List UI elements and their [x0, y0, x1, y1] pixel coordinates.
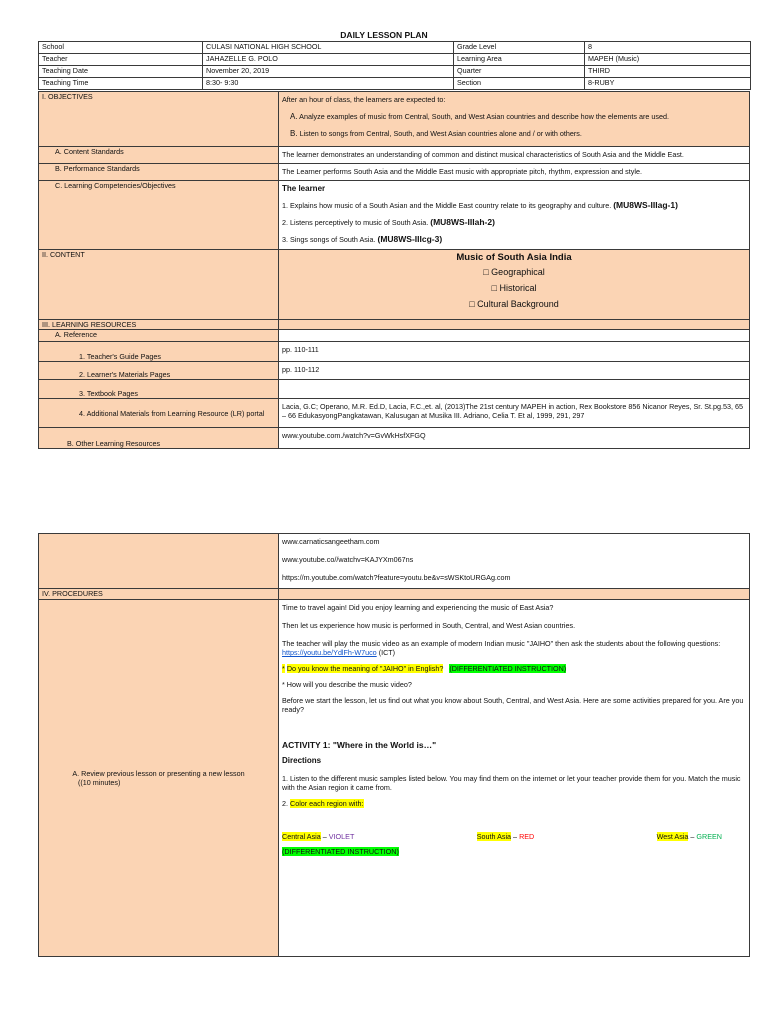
performance-standards-label: B. Performance Standards — [39, 164, 279, 181]
direction-2-text: Color each region with: — [290, 799, 364, 808]
question-2: * How will you describe the music video? — [282, 680, 412, 689]
section-label: Section — [454, 78, 585, 90]
ict-tag: (ICT) — [378, 648, 396, 657]
lr-text: Lacia, G.C; Operano, M.R. Ed.D, Lacia, F.C.,et. al, (2013)The 21st century MAPEH in action, Rex Bookstore 856 Nicanor Reyes, Sr. St.pg.53, 65 – 66 EdukasyongPangkatawan, Kalusugan at Musika III. Adriano, Celia T. Et al, 1999, 291, 297 — [282, 402, 744, 420]
competency-3-text: 3. Sings songs of South Asia. — [282, 235, 376, 244]
section-value: 8-RUBY — [585, 78, 751, 90]
date-value: November 20, 2019 — [203, 66, 454, 78]
continuation-table — [38, 533, 750, 957]
review-p2: Then let us experience how music is performed in South, Central, and West Asian countries. — [282, 621, 576, 630]
header-table — [38, 41, 751, 90]
other-resources-continued — [39, 534, 279, 589]
page-title: DAILY LESSON PLAN — [340, 30, 428, 40]
tb-label: 3. Textbook Pages — [39, 380, 279, 399]
competency-2-code: (MU8WS-IIIah-2) — [430, 217, 495, 227]
objective-a-text: Analyze examples of music from Central, South, and West Asian countries and describe how the elements are used. — [299, 112, 669, 121]
quarter-value: THIRD — [585, 66, 751, 78]
tb-value — [279, 380, 750, 399]
lm-label: 2. Learner's Materials Pages — [39, 362, 279, 380]
date-label: Teaching Date — [39, 66, 203, 78]
area-label: Learning Area — [454, 54, 585, 66]
region-central-asia — [282, 832, 354, 841]
objectives-cell — [279, 92, 750, 147]
lm-value — [279, 362, 750, 380]
region-color-list — [282, 832, 722, 841]
content-item-cultural: □ Cultural Background — [469, 299, 559, 309]
objectives-label: I. OBJECTIVES — [39, 92, 279, 147]
competencies-heading: The learner — [282, 184, 326, 193]
competency-1 — [282, 201, 746, 210]
region-south-asia-name: South Asia — [476, 832, 512, 841]
competency-3-code: (MU8WS-IIIcg-3) — [377, 234, 443, 244]
region-west-asia-color: GREEN — [696, 832, 722, 841]
dash: – — [511, 832, 520, 841]
plan-table — [38, 91, 750, 449]
objectives-intro: After an hour of class, the learners are expected to: — [282, 95, 446, 104]
school-label: School — [39, 42, 203, 54]
direction-2-marker: 2. — [282, 799, 288, 808]
review-label-cell — [39, 600, 279, 957]
review-p3 — [282, 639, 746, 657]
differentiated-tag-2: (DIFFERENTIATED INSTRUCTION) — [282, 847, 399, 856]
other-resources-value — [279, 428, 750, 449]
content-cell — [279, 250, 750, 320]
lr-label: 4. Additional Materials from Learning Resource (LR) portal — [39, 399, 279, 428]
objective-a — [282, 112, 746, 121]
competency-3 — [282, 235, 746, 244]
region-central-asia-name: Central Asia — [282, 832, 321, 841]
question-1-bullet: * — [282, 664, 285, 673]
other-url-3: www.youtube.co//watchv=KAJYXm067ns — [282, 555, 414, 564]
other-urls-cell — [279, 534, 750, 589]
competency-2 — [282, 218, 746, 227]
region-south-asia-color: RED — [519, 832, 535, 841]
reference-label: A. Reference — [39, 330, 279, 342]
teacher-value: JAHAZELLE G. POLO — [203, 54, 454, 66]
objective-a-marker: A. — [290, 112, 298, 121]
direction-1: 1. Listen to the different music samples listed below. You may find them on the internet or let your teacher provide them for you. Match the music with the Asian region it came from. — [282, 774, 741, 792]
objective-b-text: Listen to songs from Central, South, and West Asian countries alone and / or with others. — [299, 129, 582, 138]
quarter-label: Quarter — [454, 66, 585, 78]
activity-title: ACTIVITY 1: "Where in the World is…" — [282, 740, 437, 750]
competencies-label: C. Learning Competencies/Objectives — [39, 181, 279, 250]
lr-value — [279, 399, 750, 428]
objective-b — [282, 129, 746, 138]
tg-pages: pp. 110-111 — [282, 345, 319, 354]
procedures-label: IV. PROCEDURES — [39, 589, 279, 600]
region-west-asia — [657, 832, 722, 841]
other-resources-label: B. Other Learning Resources — [39, 428, 279, 449]
procedures-blank — [279, 589, 750, 600]
differentiated-tag-1: (DIFFERENTIATED INSTRUCTION) — [449, 664, 567, 673]
teacher-label: Teacher — [39, 54, 203, 66]
reference-blank — [279, 330, 750, 342]
review-time: ((10 minutes) — [78, 778, 121, 787]
region-west-asia-name: West Asia — [656, 832, 689, 841]
lm-pages: pp. 110-112 — [282, 365, 320, 374]
objective-b-marker: B. — [290, 129, 298, 138]
grade-label: Grade Level — [454, 42, 585, 54]
other-url-1: www.youtube.com./watch?v=GvWkHsfXFGQ — [282, 431, 426, 440]
question-1-text: Do you know the meaning of "JAIHO" in English? — [286, 664, 444, 673]
review-p3-text: The teacher will play the music video as an example of modern Indian music "JAIHO" then ask the students about the following questions: — [282, 639, 721, 648]
content-standards-text — [279, 147, 750, 164]
review-label: A. Review previous lesson or presenting a new lesson — [72, 769, 245, 778]
dash: – — [688, 832, 697, 841]
resources-label: III. LEARNING RESOURCES — [39, 320, 279, 330]
tg-value — [279, 342, 750, 362]
competencies-cell — [279, 181, 750, 250]
resources-blank — [279, 320, 750, 330]
question-1 — [282, 664, 746, 673]
area-value: MAPEH (Music) — [585, 54, 751, 66]
other-url-4: https://m.youtube.com/watch?feature=youtu.be&v=sWSKtoURGAg.com — [282, 573, 511, 582]
dash: – — [320, 832, 329, 841]
content-title: Music of South Asia India — [456, 252, 572, 263]
time-label: Teaching Time — [39, 78, 203, 90]
time-value: 8:30- 9:30 — [203, 78, 454, 90]
competency-2-text: 2. Listens perceptively to music of South Asia. — [282, 218, 429, 227]
competency-1-code: (MU8WS-IIIag-1) — [613, 200, 678, 210]
other-url-2: www.carnaticsangeetham.com — [282, 537, 380, 546]
content-standards-value: The learner demonstrates an understanding of common and distinct musical characteristics of South Asia and the Middle East. — [282, 150, 684, 159]
content-label: II. CONTENT — [39, 250, 279, 320]
region-south-asia — [477, 832, 535, 841]
performance-standards-value: The Learner performs South Asia and the Middle East music with appropriate pitch, rhythm, expression and style. — [282, 167, 642, 176]
objectives-row — [39, 92, 750, 147]
school-value: CULASI NATIONAL HIGH SCHOOL — [203, 42, 454, 54]
review-content — [279, 600, 750, 957]
content-item-geographical: □ Geographical — [483, 267, 545, 277]
tg-label: 1. Teacher's Guide Pages — [39, 342, 279, 362]
review-p1: Time to travel again! Did you enjoy learning and experiencing the music of East Asia? — [282, 603, 554, 612]
jaiho-video-link[interactable]: https://youtu.be/YdlFh-W7uco — [282, 648, 377, 657]
region-central-asia-color: VIOLET — [328, 832, 355, 841]
directions-label: Directions — [282, 756, 322, 765]
content-item-historical: □ Historical — [491, 283, 537, 293]
content-standards-label: A. Content Standards — [39, 147, 279, 164]
direction-2 — [282, 799, 746, 808]
differentiated-tag-2-wrap — [282, 847, 746, 856]
grade-value: 8 — [585, 42, 751, 54]
competency-1-text: 1. Explains how music of a South Asian and the Middle East country relate to its geography and culture. — [282, 201, 612, 210]
review-p4: Before we start the lesson, let us find out what you know about South, Central, and West Asia. Here are some activities prepared for you. Are you ready? — [282, 696, 744, 714]
performance-standards-text — [279, 164, 750, 181]
